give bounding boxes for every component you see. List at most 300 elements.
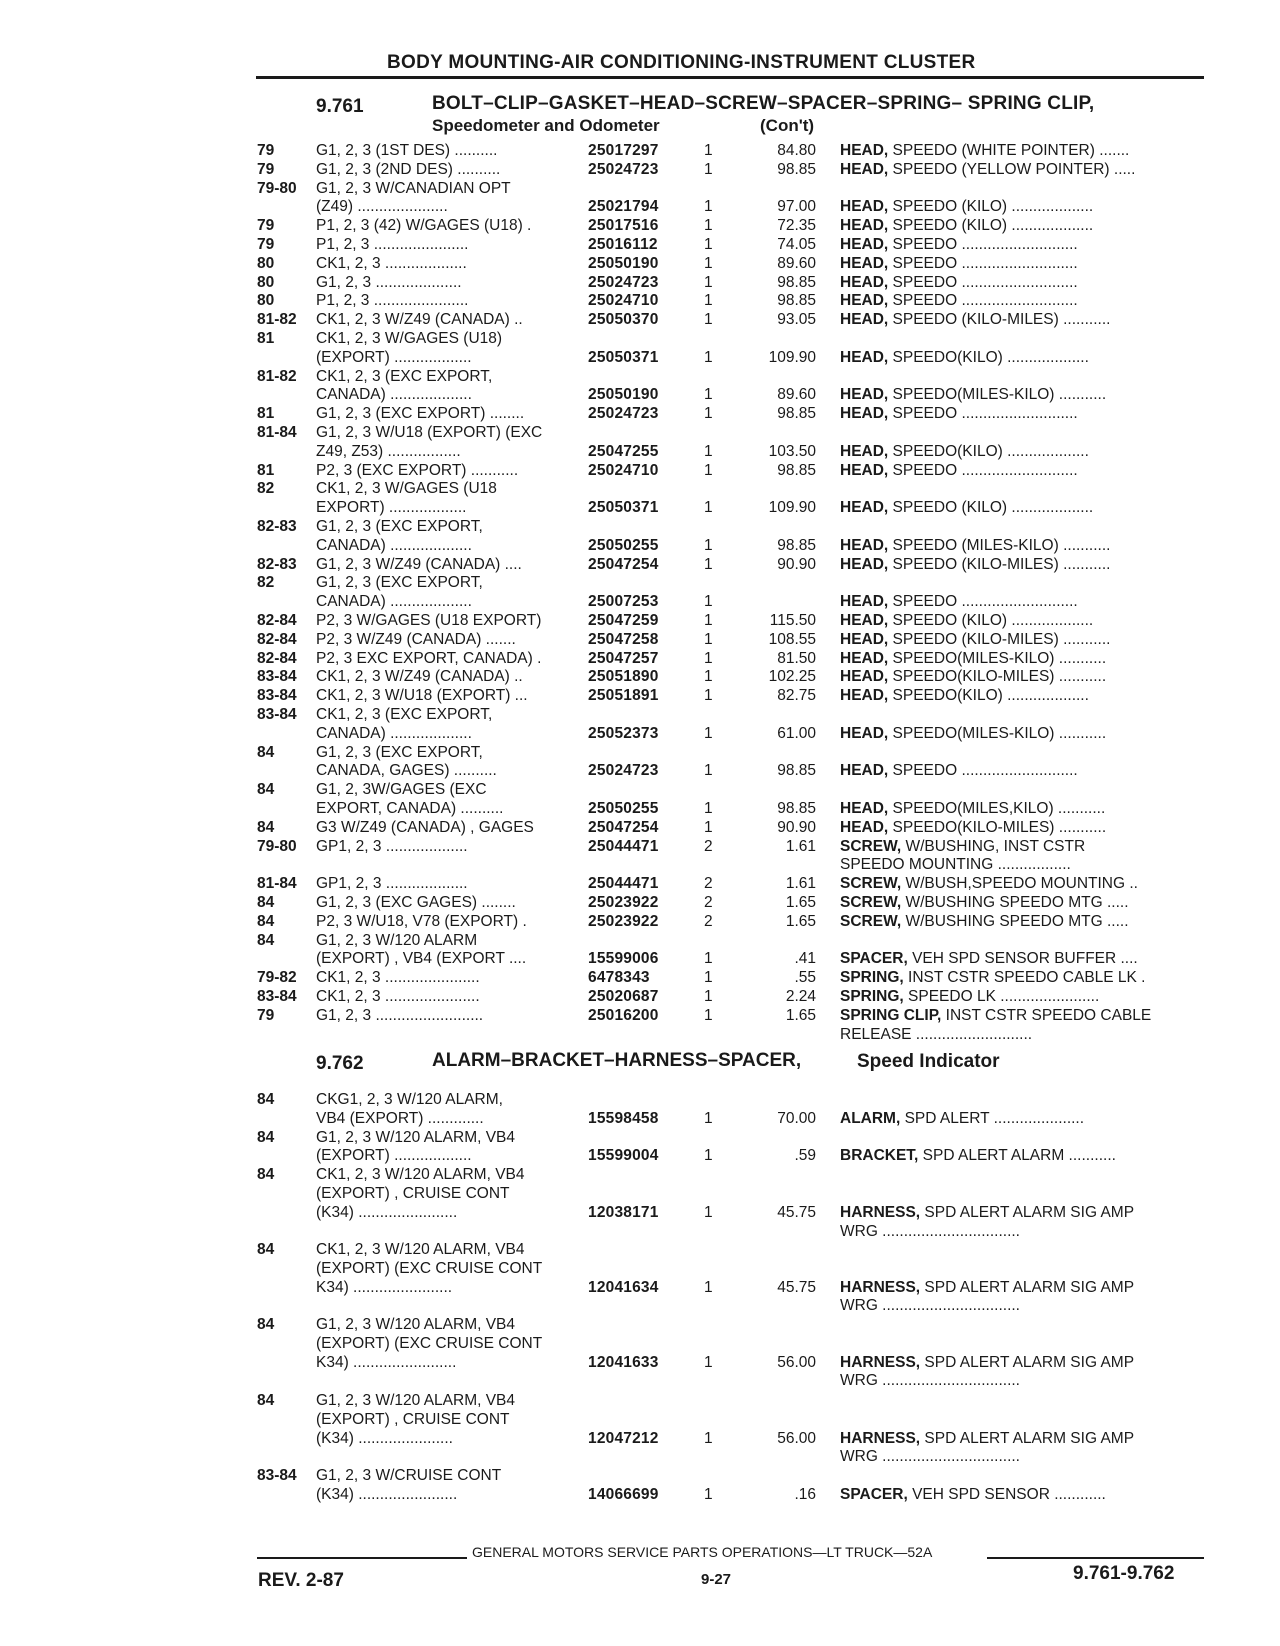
model-year: 79 <box>257 217 275 235</box>
part-description <box>840 949 1210 968</box>
model-year: 82-84 <box>257 612 297 629</box>
quantity: 1 <box>704 612 713 629</box>
model-application: G1, 2, 3 W/CRUISE CONT <box>316 1467 502 1484</box>
part-qualifier: SPEEDO(MILES-KILO) ........... <box>888 724 1107 742</box>
part-qualifier: SPEEDO ........................... <box>888 405 1078 423</box>
section-subtitle-cont: (Con't) <box>760 116 815 135</box>
model-year: 79 <box>257 236 275 253</box>
part-noun: HARNESS, <box>840 1203 921 1221</box>
part-description <box>840 874 1210 893</box>
part-noun: HARNESS, <box>840 1353 921 1371</box>
section-title-9761: BOLT–CLIP–GASKET–HEAD–SCREW–SPACER–SPRING– SPRING CLIP, <box>432 93 1095 114</box>
part-qualifier: RELEASE ........................... <box>840 1025 1033 1043</box>
quantity: 1 <box>704 762 713 780</box>
model-year: 83-84 <box>257 687 297 705</box>
part-number: 25051891 <box>588 687 659 705</box>
page-number: 9-27 <box>701 1571 732 1588</box>
quantity: 1 <box>704 273 713 291</box>
model-application: (EXPORT) (EXC CRUISE CONT <box>316 1259 543 1277</box>
model-year: 81 <box>257 405 275 423</box>
quantity: 1 <box>704 988 713 1005</box>
model-application: CK1, 2, 3 W/Z49 (CANADA) .. <box>316 668 523 686</box>
model-application: (EXPORT) .................. <box>316 1147 472 1165</box>
part-description <box>840 141 1210 160</box>
part-qualifier: VEH SPD SENSOR BUFFER .... <box>907 950 1138 968</box>
model-year: 81-84 <box>257 424 297 441</box>
part-noun: HEAD, <box>840 236 889 253</box>
quantity: 1 <box>704 442 713 460</box>
part-qualifier: SPEEDO ........................... <box>888 292 1078 310</box>
part-qualifier: SPEEDO ........................... <box>888 273 1078 291</box>
model-year: 83-84 <box>257 706 297 723</box>
model-year: 82 <box>257 480 275 498</box>
part-number: 25047254 <box>588 818 659 836</box>
part-description <box>840 1447 1210 1466</box>
list-price: 103.50 <box>768 442 816 460</box>
list-price: 45.75 <box>777 1203 816 1221</box>
part-number: 25047259 <box>588 612 659 629</box>
part-description <box>840 498 1210 517</box>
model-year: 84 <box>257 743 275 761</box>
quantity: 1 <box>704 1006 713 1024</box>
model-application: (EXPORT) , CRUISE CONT <box>316 1410 510 1428</box>
quantity: 1 <box>704 1147 713 1165</box>
model-year: 84 <box>257 1091 275 1108</box>
title-rule <box>256 76 1204 79</box>
part-noun: HEAD, <box>840 499 889 517</box>
list-price: 72.35 <box>777 217 816 235</box>
model-year: 84 <box>257 1128 275 1146</box>
part-description <box>840 1109 1210 1128</box>
part-description <box>840 611 1210 630</box>
part-qualifier: SPEEDO (WHITE POINTER) ....... <box>888 142 1130 159</box>
part-number: 25050255 <box>588 536 659 554</box>
part-qualifier: SPEEDO (MILES-KILO) ........... <box>888 536 1111 554</box>
part-number: 25050371 <box>588 499 659 517</box>
part-noun: HEAD, <box>840 762 889 780</box>
part-qualifier: SPD ALERT ALARM SIG AMP <box>920 1278 1135 1296</box>
part-noun: SPACER, <box>840 1485 908 1503</box>
model-year: 82-84 <box>257 630 297 648</box>
part-description <box>840 987 1210 1006</box>
part-qualifier: WRG ................................ <box>840 1222 1020 1240</box>
part-description <box>840 686 1210 705</box>
part-description <box>840 818 1210 837</box>
part-qualifier: INST CSTR SPEEDO CABLE <box>941 1006 1152 1024</box>
model-application: EXPORT) .................. <box>316 499 467 517</box>
quantity: 1 <box>704 1203 713 1221</box>
model-year: 79 <box>257 1006 275 1024</box>
part-number: 15599006 <box>588 950 659 968</box>
model-application: CKG1, 2, 3 W/120 ALARM, <box>316 1091 503 1108</box>
list-price: 93.05 <box>777 311 816 329</box>
model-application: (EXPORT) , CRUISE CONT <box>316 1185 510 1202</box>
model-application: CANADA) ................... <box>316 386 472 404</box>
part-qualifier: W/BUSHING SPEEDO MTG ..... <box>901 912 1129 930</box>
model-application: CANADA) ................... <box>316 593 472 611</box>
part-qualifier: WRG ................................ <box>840 1372 1020 1390</box>
model-year: 84 <box>257 1241 275 1258</box>
model-application: G3 W/Z49 (CANADA) , GAGES <box>316 818 534 836</box>
list-price: 84.80 <box>777 142 816 159</box>
list-price: 97.00 <box>777 198 816 216</box>
part-number: 25021794 <box>588 198 659 216</box>
part-description <box>840 291 1210 310</box>
list-price: 1.61 <box>785 875 816 893</box>
model-application: (Z49) ..................... <box>316 198 448 216</box>
quantity: 1 <box>704 555 713 573</box>
model-application: G1, 2, 3 (EXC GAGES) ........ <box>316 894 516 911</box>
model-application: CANADA) ................... <box>316 724 472 742</box>
list-price: .55 <box>794 969 816 987</box>
part-number: 14066699 <box>588 1485 659 1503</box>
part-qualifier: SPEEDO(KILO) ................... <box>888 687 1089 705</box>
part-description <box>840 1025 1210 1044</box>
part-qualifier: SPEEDO (KILO) ................... <box>888 612 1094 629</box>
part-number: 12041633 <box>588 1353 659 1371</box>
model-year: 81-84 <box>257 875 297 893</box>
model-application: (EXPORT) .................. <box>316 348 472 366</box>
part-description <box>840 968 1210 987</box>
quantity: 1 <box>704 142 713 159</box>
list-price: 70.00 <box>777 1109 816 1127</box>
part-number: 25017297 <box>588 142 659 159</box>
section-subtitle-9762: Speed Indicator <box>857 1051 1000 1072</box>
part-qualifier: SPEEDO ........................... <box>888 762 1078 780</box>
quantity: 2 <box>704 875 713 893</box>
part-description <box>840 1146 1210 1165</box>
part-noun: ALARM, <box>840 1109 901 1127</box>
part-noun: HEAD, <box>840 292 889 310</box>
model-application: G1, 2, 3 ......................... <box>316 1006 484 1024</box>
quantity: 1 <box>704 668 713 686</box>
part-description <box>840 536 1210 555</box>
quantity: 1 <box>704 536 713 554</box>
model-application: GP1, 2, 3 ................... <box>316 837 468 855</box>
model-year: 80 <box>257 292 275 310</box>
quantity: 1 <box>704 1485 713 1503</box>
part-description <box>840 254 1210 273</box>
part-description <box>840 667 1210 686</box>
part-noun: SCREW, <box>840 875 902 893</box>
quantity: 1 <box>704 311 713 329</box>
quantity: 1 <box>704 593 713 611</box>
part-number: 25016200 <box>588 1006 659 1024</box>
part-description <box>840 893 1210 912</box>
model-year: 81-82 <box>257 311 297 329</box>
revision-label: REV. 2-87 <box>258 1570 344 1591</box>
list-price: 1.61 <box>785 837 816 855</box>
part-number: 25023922 <box>588 894 659 911</box>
part-number: 25016112 <box>588 236 658 253</box>
model-year: 84 <box>257 912 275 930</box>
part-description <box>840 855 1210 874</box>
list-price: .16 <box>794 1485 816 1503</box>
part-number: 25050190 <box>588 386 659 404</box>
part-qualifier: SPEEDO (KILO) ................... <box>888 217 1094 235</box>
quantity: 1 <box>704 818 713 836</box>
part-noun: HEAD, <box>840 649 889 667</box>
part-description <box>840 555 1210 574</box>
list-price: .59 <box>794 1147 816 1165</box>
quantity: 1 <box>704 724 713 742</box>
list-price: 89.60 <box>777 386 816 404</box>
list-price: 2.24 <box>785 988 816 1005</box>
part-number: 25050370 <box>588 311 659 329</box>
part-description <box>840 273 1210 292</box>
model-year: 84 <box>257 1166 275 1184</box>
part-qualifier: SPEEDO ........................... <box>888 461 1078 479</box>
part-qualifier: SPEEDO(KILO-MILES) ........... <box>888 668 1107 686</box>
part-description <box>840 160 1210 179</box>
model-application: P1, 2, 3 ...................... <box>316 292 469 310</box>
model-year: 81-82 <box>257 367 297 385</box>
part-description <box>840 461 1210 480</box>
part-number: 25024710 <box>588 292 659 310</box>
quantity: 1 <box>704 687 713 705</box>
model-application: P1, 2, 3 ...................... <box>316 236 469 253</box>
part-noun: HEAD, <box>840 348 889 366</box>
model-application: G1, 2, 3 (EXC EXPORT, <box>316 518 483 535</box>
model-year: 84 <box>257 1392 275 1409</box>
model-application: EXPORT, CANADA) .......... <box>316 800 504 817</box>
model-application: G1, 2, 3 W/U18 (EXPORT) (EXC <box>316 424 543 441</box>
list-price: 109.90 <box>768 348 816 366</box>
part-description <box>840 630 1210 649</box>
model-application: G1, 2, 3 W/120 ALARM, VB4 <box>316 1128 516 1146</box>
part-number: 15598458 <box>588 1109 659 1127</box>
model-application: (EXPORT) (EXC CRUISE CONT <box>316 1334 543 1352</box>
part-number: 12038171 <box>588 1203 659 1221</box>
model-year: 82-84 <box>257 649 297 667</box>
quantity: 1 <box>704 236 713 253</box>
list-price: 109.90 <box>768 499 816 517</box>
quantity: 1 <box>704 198 713 216</box>
part-qualifier: SPEEDO (KILO) ................... <box>888 499 1094 517</box>
model-application: CK1, 2, 3 (EXC EXPORT, <box>316 367 493 385</box>
part-description <box>840 761 1210 780</box>
footer-rule-right <box>987 1557 1204 1559</box>
part-noun: HEAD, <box>840 818 889 836</box>
model-year: 80 <box>257 273 275 291</box>
model-application: K34) ....................... <box>316 1278 453 1296</box>
model-application: CK1, 2, 3 W/GAGES (U18) <box>316 330 503 347</box>
part-noun: SPRING, <box>840 969 904 987</box>
quantity: 2 <box>704 894 713 911</box>
quantity: 1 <box>704 950 713 968</box>
part-number: 25050371 <box>588 348 659 366</box>
model-application: P1, 2, 3 (42) W/GAGES (U18) . <box>316 217 532 235</box>
part-number: 25051890 <box>588 668 659 686</box>
part-noun: HEAD, <box>840 273 889 291</box>
part-qualifier: SPEEDO(MILES,KILO) ........... <box>888 800 1106 817</box>
part-noun: HEAD, <box>840 800 889 817</box>
part-number: 15599004 <box>588 1147 659 1165</box>
model-application: CANADA, GAGES) .......... <box>316 762 497 780</box>
part-qualifier: SPEEDO ........................... <box>888 236 1078 253</box>
part-qualifier: SPEEDO LK ....................... <box>903 988 1100 1005</box>
list-price: .41 <box>794 950 816 968</box>
part-qualifier: W/BUSHING, INST CSTR <box>901 837 1086 855</box>
model-application: CK1, 2, 3 (EXC EXPORT, <box>316 706 493 723</box>
model-year: 82 <box>257 574 275 592</box>
section-subtitle-9761: Speedometer and Odometer <box>432 116 660 135</box>
part-qualifier: VEH SPD SENSOR ............ <box>907 1485 1106 1503</box>
part-number: 25024723 <box>588 405 659 423</box>
model-application: K34) ........................ <box>316 1353 457 1371</box>
model-year: 83-84 <box>257 668 297 686</box>
footer-rule-left <box>257 1557 467 1559</box>
list-price: 98.85 <box>777 536 816 554</box>
list-price: 74.05 <box>777 236 816 253</box>
part-noun: HEAD, <box>840 254 889 272</box>
list-price: 102.25 <box>768 668 816 686</box>
list-price: 98.85 <box>777 461 816 479</box>
part-description <box>840 1006 1210 1025</box>
part-description <box>840 404 1210 423</box>
part-description <box>840 235 1210 254</box>
model-application: Z49, Z53) ................. <box>316 442 461 460</box>
part-description <box>840 1278 1210 1297</box>
part-noun: HEAD, <box>840 612 889 629</box>
section-title-9762: ALARM–BRACKET–HARNESS–SPACER, <box>432 1050 802 1071</box>
part-description <box>840 1203 1210 1222</box>
model-application: (K34) ...................... <box>316 1429 453 1447</box>
quantity: 1 <box>704 649 713 667</box>
model-application: CK1, 2, 3 W/120 ALARM, VB4 <box>316 1241 525 1258</box>
list-price: 98.85 <box>777 800 816 817</box>
model-application: (EXPORT) , VB4 (EXPORT .... <box>316 950 527 968</box>
part-description <box>840 442 1210 461</box>
part-noun: HEAD, <box>840 311 889 329</box>
part-noun: HEAD, <box>840 630 889 648</box>
quantity: 1 <box>704 499 713 517</box>
part-qualifier: SPEEDO MOUNTING ................. <box>840 856 1071 874</box>
part-number: 25047257 <box>588 649 659 667</box>
list-price: 90.90 <box>777 555 816 573</box>
part-qualifier: SPD ALERT ALARM SIG AMP <box>920 1353 1135 1371</box>
model-year: 79-82 <box>257 969 297 987</box>
list-price: 82.75 <box>777 687 816 705</box>
quantity: 1 <box>704 405 713 423</box>
part-description <box>840 1353 1210 1372</box>
part-description <box>840 724 1210 743</box>
part-noun: HEAD, <box>840 142 889 159</box>
part-noun: SCREW, <box>840 912 902 930</box>
model-application: CK1, 2, 3 W/GAGES (U18 <box>316 480 497 498</box>
model-year: 81 <box>257 461 275 479</box>
model-year: 83-84 <box>257 1467 297 1484</box>
section-number-9762: 9.762 <box>316 1053 364 1074</box>
model-year: 83-84 <box>257 988 297 1005</box>
part-number: 25047258 <box>588 630 659 648</box>
model-year: 79 <box>257 142 275 159</box>
list-price: 1.65 <box>785 894 816 911</box>
model-application: CK1, 2, 3 W/U18 (EXPORT) ... <box>316 687 528 705</box>
quantity: 1 <box>704 800 713 817</box>
model-application: G1, 2, 3 W/CANADIAN OPT <box>316 179 511 197</box>
part-number: 25017516 <box>588 217 659 235</box>
part-qualifier: W/BUSH,SPEEDO MOUNTING .. <box>901 875 1138 893</box>
model-application: CK1, 2, 3 ...................... <box>316 988 480 1005</box>
part-qualifier: SPEEDO (KILO) ................... <box>888 198 1094 216</box>
part-number: 25024723 <box>588 273 659 291</box>
model-year: 84 <box>257 818 275 836</box>
quantity: 2 <box>704 912 713 930</box>
part-noun: SPACER, <box>840 950 908 968</box>
part-qualifier: SPD ALERT ALARM ........... <box>918 1147 1116 1165</box>
part-description <box>840 912 1210 931</box>
part-qualifier: SPEEDO (KILO-MILES) ........... <box>888 630 1111 648</box>
model-year: 80 <box>257 254 275 272</box>
model-application: P2, 3 W/Z49 (CANADA) ....... <box>316 630 516 648</box>
model-application: G1, 2, 3 (2ND DES) .......... <box>316 160 501 178</box>
model-application: CK1, 2, 3 ................... <box>316 254 467 272</box>
part-description <box>840 799 1210 818</box>
part-number: 25050190 <box>588 254 659 272</box>
part-number: 6478343 <box>588 969 650 987</box>
quantity: 2 <box>704 837 713 855</box>
part-qualifier: SPD ALERT ALARM SIG AMP <box>920 1203 1135 1221</box>
model-application: CK1, 2, 3 W/Z49 (CANADA) .. <box>316 311 523 329</box>
section-range: 9.761-9.762 <box>1073 1563 1175 1584</box>
list-price: 98.85 <box>777 160 816 178</box>
part-noun: HEAD, <box>840 461 889 479</box>
part-number: 12047212 <box>588 1429 659 1447</box>
section-number-9761: 9.761 <box>316 96 364 117</box>
list-price: 1.65 <box>785 912 816 930</box>
list-price: 61.00 <box>777 724 816 742</box>
model-year: 79-80 <box>257 179 297 197</box>
part-description <box>840 1485 1210 1504</box>
part-number: 25024723 <box>588 762 659 780</box>
quantity: 1 <box>704 630 713 648</box>
page-title: BODY MOUNTING-AIR CONDITIONING-INSTRUMENT CLUSTER <box>387 52 976 73</box>
model-application: P2, 3 (EXC EXPORT) ........... <box>316 461 519 479</box>
part-noun: SPRING CLIP, <box>840 1006 942 1024</box>
part-qualifier: INST CSTR SPEEDO CABLE LK . <box>903 969 1146 987</box>
model-year: 82-83 <box>257 518 297 535</box>
model-application: G1, 2, 3 (EXC EXPORT) ........ <box>316 405 525 423</box>
model-application: CANADA) ................... <box>316 536 472 554</box>
part-noun: SPRING, <box>840 988 904 1005</box>
part-qualifier: WRG ................................ <box>840 1297 1020 1315</box>
part-number: 25024723 <box>588 160 659 178</box>
part-noun: HEAD, <box>840 217 889 235</box>
part-noun: HEAD, <box>840 405 889 423</box>
part-noun: HEAD, <box>840 555 889 573</box>
part-noun: HEAD, <box>840 724 889 742</box>
model-year: 84 <box>257 1316 275 1333</box>
part-noun: HEAD, <box>840 593 889 611</box>
model-application: G1, 2, 3 (EXC EXPORT, <box>316 574 483 592</box>
part-noun: HEAD, <box>840 668 889 686</box>
part-description <box>840 216 1210 235</box>
part-noun: HEAD, <box>840 442 889 460</box>
quantity: 1 <box>704 386 713 404</box>
quantity: 1 <box>704 348 713 366</box>
part-description <box>840 837 1210 856</box>
list-price: 98.85 <box>777 762 816 780</box>
part-description <box>840 1222 1210 1241</box>
model-year: 84 <box>257 781 275 799</box>
part-description <box>840 1371 1210 1390</box>
list-price: 90.90 <box>777 818 816 836</box>
model-application: P2, 3 EXC EXPORT, CANADA) . <box>316 649 542 667</box>
quantity: 1 <box>704 254 713 272</box>
model-year: 84 <box>257 931 275 949</box>
part-qualifier: SPEEDO ........................... <box>888 254 1078 272</box>
